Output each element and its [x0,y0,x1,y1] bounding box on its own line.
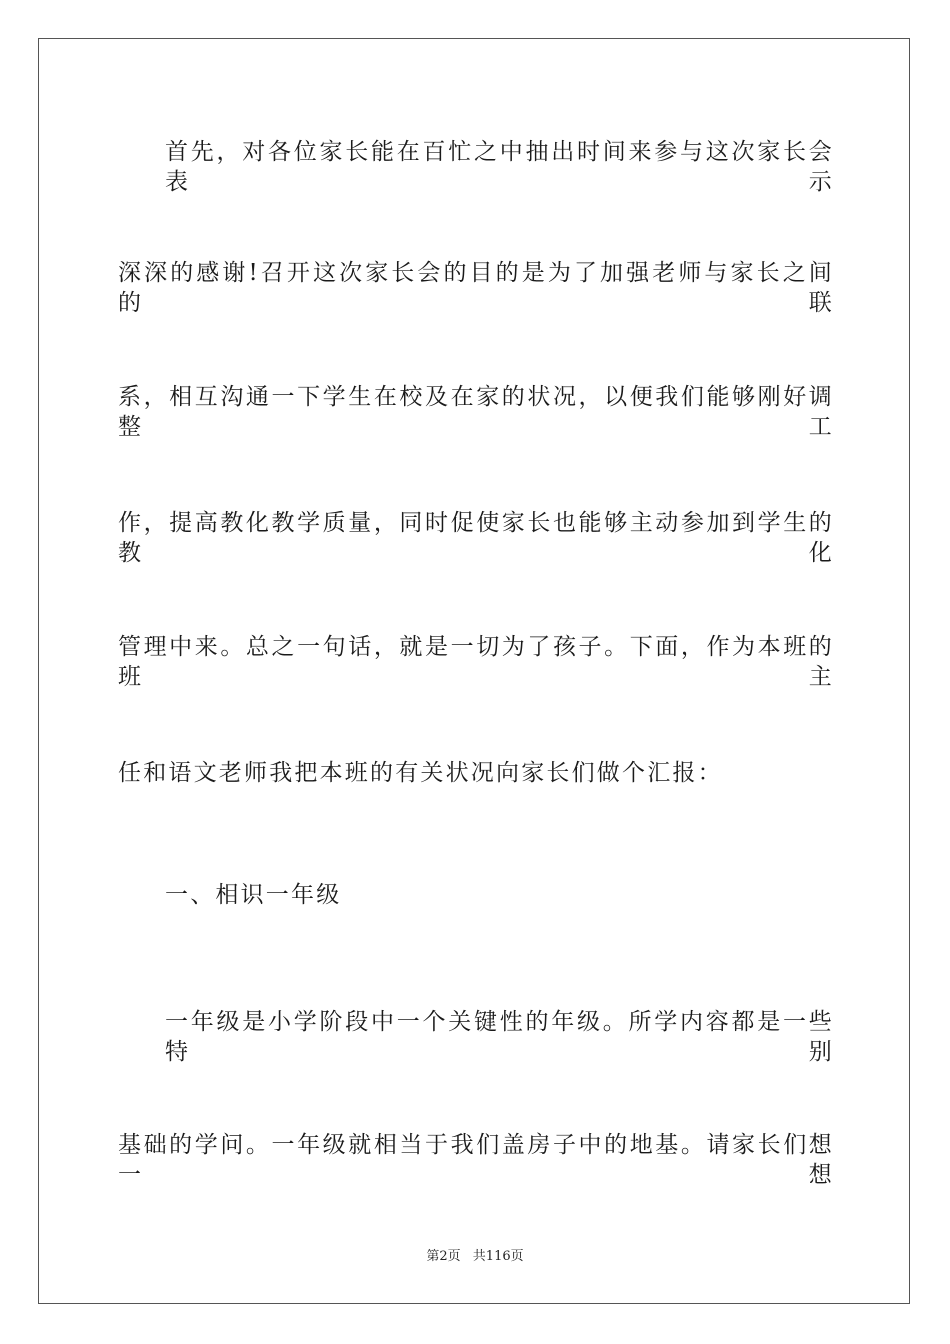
paragraph-line-5: 管理中来。总之一句话，就是一切为了孩子。下面，作为本班的班主 [118,634,834,690]
paragraph-line-8: 基础的学问。一年级就相当于我们盖房子中的地基。请家长们想一想 [118,1132,834,1188]
section-heading: 一、相识一年级 [165,882,342,908]
page-number: 第2页 [426,1249,461,1264]
paragraph-line-6: 任和语文老师我把本班的有关状况向家长们做个汇报： [118,760,723,786]
paragraph-line-1: 首先，对各位家长能在百忙之中抽出时间来参与这次家长会表示 [165,139,834,195]
page-footer [0,1248,950,1266]
paragraph-line-2: 深深的感谢!召开这次家长会的目的是为了加强老师与家长之间的联 [118,260,834,316]
paragraph-line-3: 系，相互沟通一下学生在校及在家的状况，以便我们能够刚好调整工 [118,384,834,440]
paragraph-line-7: 一年级是小学阶段中一个关键性的年级。所学内容都是一些特别 [165,1009,834,1065]
page-total: 共116页 [472,1249,524,1264]
paragraph-line-4: 作，提高教化教学质量，同时促使家长也能够主动参加到学生的教化 [118,510,834,566]
